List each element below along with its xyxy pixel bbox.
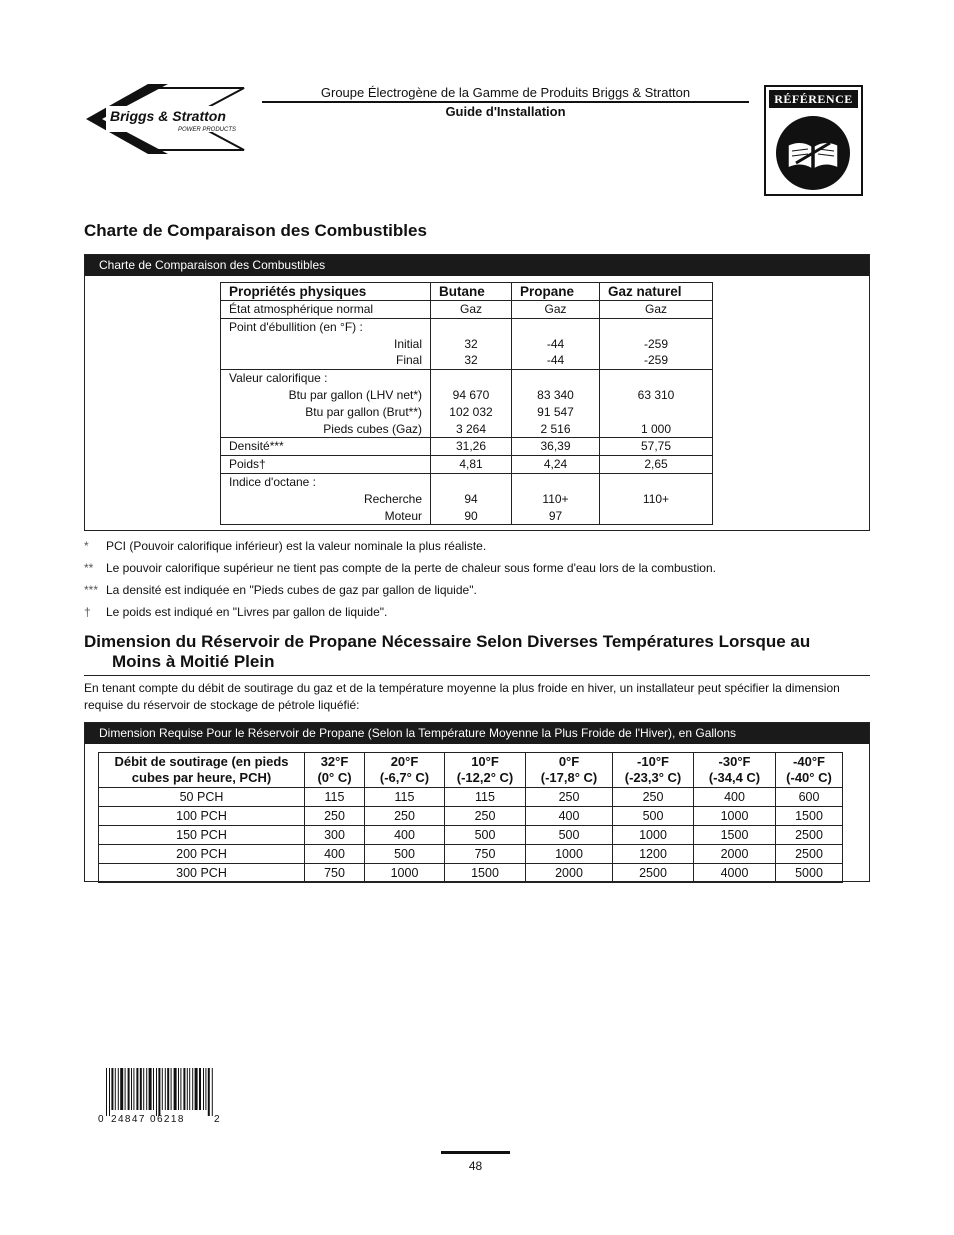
table-cell: 400 bbox=[365, 826, 445, 845]
table-cell: 1000 bbox=[526, 845, 613, 864]
barcode-bar bbox=[136, 1068, 138, 1110]
table-cell: 2500 bbox=[776, 845, 843, 864]
barcode-bar bbox=[192, 1068, 193, 1110]
table-cell: 1000 bbox=[365, 864, 445, 883]
section-divider bbox=[84, 675, 870, 676]
barcode-bar bbox=[203, 1068, 204, 1110]
table-cell: 110+ 97 bbox=[512, 473, 600, 524]
section-heading-line: Dimension du Réservoir de Propane Nécessaire Selon Diverses Températures Lorsque au bbox=[84, 632, 811, 651]
row-label: Poids† bbox=[221, 456, 431, 474]
barcode-bar bbox=[195, 1068, 198, 1110]
column-header: 10°F (-12,2° C) bbox=[445, 753, 526, 788]
barcode-bar bbox=[106, 1068, 107, 1116]
table-cell: 115 bbox=[445, 788, 526, 807]
svg-text:POWER PRODUCTS: POWER PRODUCTS bbox=[178, 127, 237, 133]
barcode-bar bbox=[178, 1068, 179, 1110]
row-sublabel: Final bbox=[395, 353, 422, 368]
table-cell: 250 bbox=[526, 788, 613, 807]
table-cell: 750 bbox=[445, 845, 526, 864]
table-cell: 115 bbox=[305, 788, 365, 807]
column-header: -30°F (-34,4 C) bbox=[694, 753, 776, 788]
table-cell: 400 bbox=[305, 845, 365, 864]
table-cell: 1500 bbox=[776, 807, 843, 826]
footnote-mark: † bbox=[84, 605, 91, 619]
table-cell: 1000 bbox=[694, 807, 776, 826]
table-cell: 36,39 bbox=[512, 438, 600, 456]
table-header-row bbox=[99, 753, 843, 788]
section-heading-fuel-comparison: Charte de Comparaison des Combustibles bbox=[84, 221, 427, 240]
table-cell: 200 PCH bbox=[99, 845, 305, 864]
footnote bbox=[84, 605, 387, 619]
row-label: Densité*** bbox=[221, 438, 431, 456]
table-cell: 110+ bbox=[600, 473, 713, 524]
table-cell: 63 310 1 000 bbox=[600, 370, 713, 438]
row-sublabel: Initial bbox=[393, 336, 422, 351]
svg-text:Briggs & Stratton: Briggs & Stratton bbox=[110, 108, 226, 124]
table-cell: 400 bbox=[694, 788, 776, 807]
row-sublabel: Moteur bbox=[384, 508, 422, 523]
barcode-bar bbox=[158, 1068, 160, 1116]
briggs-stratton-logo bbox=[82, 82, 254, 156]
row-label-text: Point d'ébullition (en °F) : bbox=[229, 319, 363, 334]
row-sublabel: Recherche bbox=[363, 491, 422, 506]
barcode-bar bbox=[115, 1068, 116, 1110]
table-cell: 5000 bbox=[776, 864, 843, 883]
barcode bbox=[98, 1068, 220, 1124]
table-cell: 250 bbox=[305, 807, 365, 826]
table-cell: -44 -44 bbox=[512, 318, 600, 369]
barcode-bar bbox=[180, 1068, 181, 1110]
propane-tank-panel-title: Dimension Requise Pour le Réservoir de Propane (Selon la Température Moyenne la Plus Froide de l'Hiver), en Gallons bbox=[85, 723, 869, 744]
barcode-bar bbox=[133, 1068, 134, 1110]
page-number: 48 bbox=[468, 1159, 483, 1173]
column-header: -10°F (-23,3° C) bbox=[613, 753, 694, 788]
barcode-bar bbox=[120, 1068, 123, 1110]
footnote bbox=[84, 583, 477, 597]
column-header: Propriétés physiques bbox=[221, 283, 431, 301]
svg-text:0: 0 bbox=[98, 1114, 104, 1124]
footnote bbox=[84, 561, 716, 575]
table-row bbox=[221, 370, 713, 438]
table-cell: 1200 bbox=[613, 845, 694, 864]
table-row bbox=[221, 473, 713, 524]
table-row bbox=[99, 826, 843, 845]
table-cell: 2,65 bbox=[600, 456, 713, 474]
footnote-text: Le pouvoir calorifique supérieur ne tient pas compte de la perte de chaleur sous forme d'eau lors de la combustion. bbox=[106, 561, 716, 575]
barcode-bar bbox=[171, 1068, 172, 1110]
reference-badge-label: RÉFÉRENCE bbox=[769, 90, 858, 108]
table-cell: 31,26 bbox=[431, 438, 512, 456]
footnote-text: PCI (Pouvoir calorifique inférieur) est la valeur nominale la plus réaliste. bbox=[106, 539, 487, 553]
table-row bbox=[99, 788, 843, 807]
barcode-bar bbox=[128, 1068, 130, 1110]
barcode-bar bbox=[199, 1068, 201, 1110]
table-cell: 50 PCH bbox=[99, 788, 305, 807]
intro-paragraph: En tenant compte du débit de soutirage du gaz et de la température moyenne la plus froide en hiver, un installateur peut spécifier la dimension requise du réservoir de stockage de pétrole liquéfié: bbox=[84, 681, 840, 712]
page-number-rule bbox=[441, 1151, 510, 1154]
row-label bbox=[221, 370, 431, 438]
table-cell: 500 bbox=[445, 826, 526, 845]
footnote-mark: * bbox=[84, 539, 89, 553]
table-cell: 500 bbox=[365, 845, 445, 864]
barcode-bar bbox=[165, 1068, 166, 1110]
barcode-bar bbox=[167, 1068, 169, 1110]
row-label bbox=[221, 318, 431, 369]
column-header: 0°F (-17,8° C) bbox=[526, 753, 613, 788]
table-cell: 2500 bbox=[613, 864, 694, 883]
column-header: Gaz naturel bbox=[600, 283, 713, 301]
table-row bbox=[99, 845, 843, 864]
table-cell: 4,81 bbox=[431, 456, 512, 474]
table-cell: 83 340 91 547 2 516 bbox=[512, 370, 600, 438]
row-sublabel: Pieds cubes (Gaz) bbox=[323, 421, 422, 436]
table-cell: 4,24 bbox=[512, 456, 600, 474]
row-sublabel: Btu par gallon (LHV net*) bbox=[288, 387, 422, 402]
table-cell: 94 670 102 032 3 264 bbox=[431, 370, 512, 438]
table-cell: 250 bbox=[613, 788, 694, 807]
table-row bbox=[221, 318, 713, 369]
table-cell: 115 bbox=[365, 788, 445, 807]
barcode-bar bbox=[143, 1068, 144, 1110]
table-cell: 94 90 bbox=[431, 473, 512, 524]
barcode-bar bbox=[189, 1068, 190, 1110]
barcode-bar bbox=[109, 1068, 110, 1116]
barcode-bar bbox=[205, 1068, 206, 1110]
footnote-mark: ** bbox=[84, 561, 94, 575]
table-header-row bbox=[221, 283, 713, 301]
table-cell: 600 bbox=[776, 788, 843, 807]
table-cell: 400 bbox=[526, 807, 613, 826]
barcode-bar bbox=[146, 1068, 147, 1110]
fuel-comparison-table bbox=[220, 282, 713, 525]
table-cell: 300 PCH bbox=[99, 864, 305, 883]
barcode-bar bbox=[183, 1068, 185, 1110]
header-divider bbox=[262, 101, 749, 103]
row-label bbox=[221, 473, 431, 524]
section-heading-line: Moins à Moitié Plein bbox=[112, 652, 275, 671]
column-header: -40°F (-40° C) bbox=[776, 753, 843, 788]
document-subtitle: Guide d'Installation bbox=[445, 104, 566, 119]
propane-tank-panel bbox=[84, 722, 870, 882]
table-cell: -259 -259 bbox=[600, 318, 713, 369]
table-cell: 500 bbox=[526, 826, 613, 845]
table-row bbox=[221, 456, 713, 474]
barcode-bar bbox=[118, 1068, 119, 1110]
barcode-bar bbox=[111, 1068, 113, 1110]
footnote-mark: *** bbox=[84, 583, 99, 597]
table-cell: 2000 bbox=[526, 864, 613, 883]
barcode-bar bbox=[162, 1068, 163, 1110]
table-cell: 100 PCH bbox=[99, 807, 305, 826]
table-cell: 250 bbox=[445, 807, 526, 826]
fuel-comparison-panel-title: Charte de Comparaison des Combustibles bbox=[85, 255, 869, 276]
row-label: État atmosphérique normal bbox=[221, 301, 431, 319]
table-row bbox=[99, 807, 843, 826]
propane-tank-table bbox=[98, 752, 843, 883]
svg-text:2: 2 bbox=[214, 1114, 220, 1124]
table-cell: 300 bbox=[305, 826, 365, 845]
column-header: Débit de soutirage (en pieds cubes par heure, PCH) bbox=[99, 753, 305, 788]
table-cell: Gaz bbox=[512, 301, 600, 319]
footnote-text: La densité est indiquée en "Pieds cubes de gaz par gallon de liquide". bbox=[106, 583, 477, 597]
column-header: 32°F (0° C) bbox=[305, 753, 365, 788]
row-label-text: Valeur calorifique : bbox=[229, 371, 328, 386]
column-header: 20°F (-6,7° C) bbox=[365, 753, 445, 788]
barcode-bar bbox=[174, 1068, 177, 1110]
reference-badge bbox=[764, 85, 863, 196]
column-header: Butane bbox=[431, 283, 512, 301]
table-cell: 750 bbox=[305, 864, 365, 883]
table-cell: 57,75 bbox=[600, 438, 713, 456]
footnote bbox=[84, 539, 486, 553]
document-title: Groupe Électrogène de la Gamme de Produits Briggs & Stratton bbox=[320, 85, 691, 100]
row-sublabel: Btu par gallon (Brut**) bbox=[305, 404, 422, 419]
table-cell: Gaz bbox=[431, 301, 512, 319]
barcode-bar bbox=[131, 1068, 132, 1110]
book-icon bbox=[766, 111, 861, 195]
column-header: Propane bbox=[512, 283, 600, 301]
table-cell: 32 32 bbox=[431, 318, 512, 369]
row-label-text: Indice d'octane : bbox=[229, 474, 317, 489]
table-cell: 2500 bbox=[776, 826, 843, 845]
table-cell: 2000 bbox=[694, 845, 776, 864]
table-cell: 250 bbox=[365, 807, 445, 826]
barcode-bar bbox=[125, 1068, 126, 1110]
svg-text:24847 06218: 24847 06218 bbox=[111, 1114, 185, 1124]
barcode-bar bbox=[212, 1068, 213, 1116]
table-cell: 1000 bbox=[613, 826, 694, 845]
table-row bbox=[221, 301, 713, 319]
fuel-comparison-panel bbox=[84, 254, 870, 531]
barcode-bar bbox=[149, 1068, 152, 1110]
table-cell: 1500 bbox=[445, 864, 526, 883]
table-cell: 4000 bbox=[694, 864, 776, 883]
table-cell: 500 bbox=[613, 807, 694, 826]
table-row bbox=[99, 864, 843, 883]
footnote-text: Le poids est indiqué en "Livres par gallon de liquide". bbox=[106, 605, 388, 619]
section-heading-propane-tank bbox=[84, 632, 884, 672]
barcode-bar bbox=[187, 1068, 188, 1110]
table-cell: Gaz bbox=[600, 301, 713, 319]
barcode-bar bbox=[140, 1068, 142, 1110]
barcode-bar bbox=[153, 1068, 154, 1110]
table-cell: 150 PCH bbox=[99, 826, 305, 845]
table-cell: 1500 bbox=[694, 826, 776, 845]
table-row bbox=[221, 438, 713, 456]
barcode-bar bbox=[156, 1068, 157, 1116]
barcode-bar bbox=[208, 1068, 210, 1116]
